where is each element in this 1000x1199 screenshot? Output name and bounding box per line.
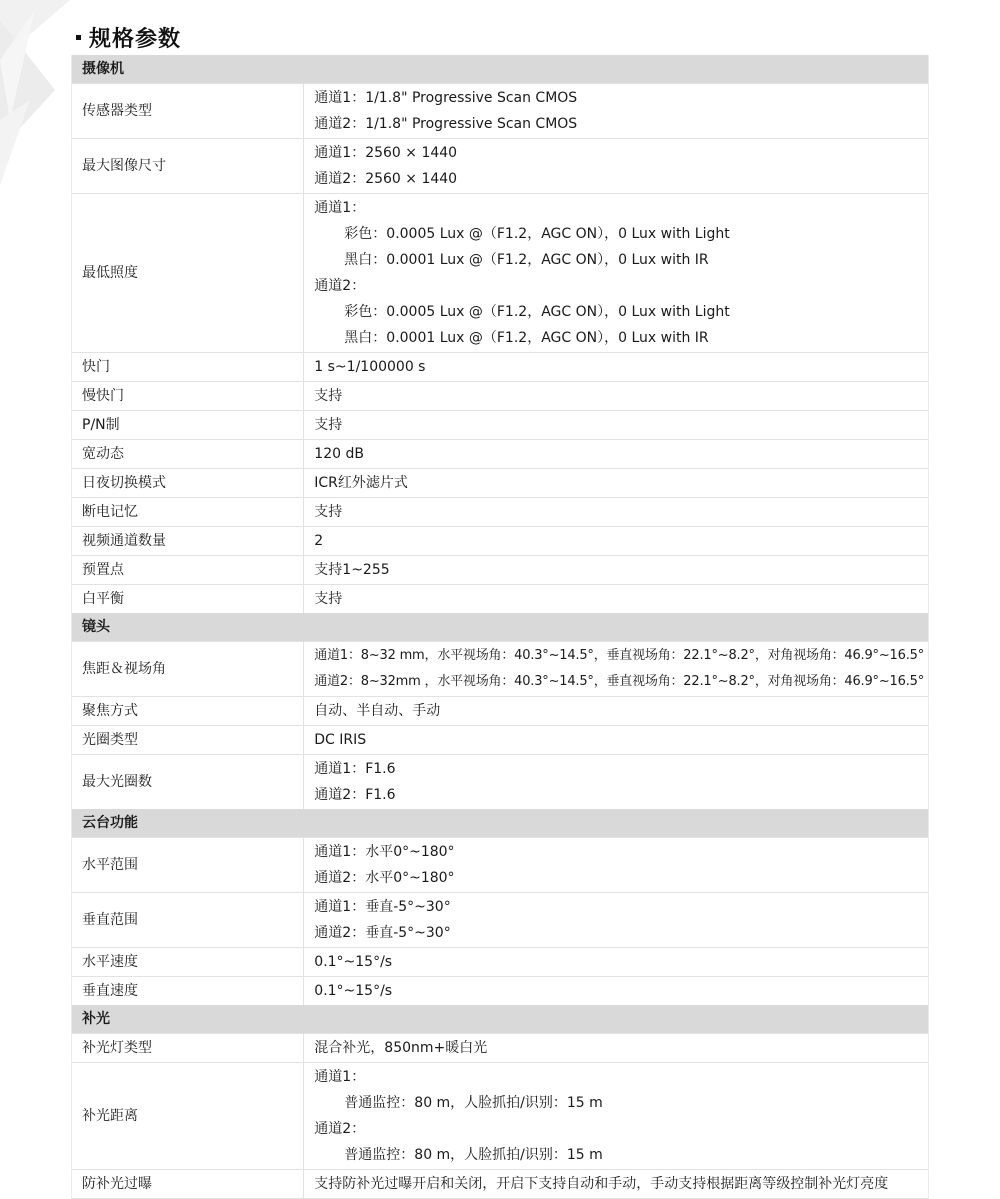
section-lens: 镜头 — [72, 613, 929, 642]
row-pan-range: 水平范围 通道1：水平0°~180° 通道2：水平0°~180° — [72, 838, 929, 893]
page-title-text: 规格参数 — [89, 27, 182, 52]
row-white-balance: 白平衡 支持 — [72, 585, 929, 614]
decorative-triangles — [0, 0, 80, 190]
row-max-aperture: 最大光圈数 通道1：F1.6 通道2：F1.6 — [72, 755, 929, 810]
section-supplement-light: 补光 — [72, 1005, 929, 1034]
row-wdr: 宽动态 120 dB — [72, 440, 929, 469]
row-tilt-speed: 垂直速度 0.1°~15°/s — [72, 977, 929, 1006]
row-channels: 视频通道数量 2 — [72, 527, 929, 556]
row-max-resolution: 最大图像尺寸 通道1：2560 × 1440 通道2：2560 × 1440 — [72, 139, 929, 194]
row-shutter: 快门 1 s~1/100000 s — [72, 353, 929, 382]
row-iris: 光圈类型 DC IRIS — [72, 726, 929, 755]
page-title — [76, 22, 181, 53]
row-pn: P/N制 支持 — [72, 411, 929, 440]
row-day-night: 日夜切换模式 ICR红外滤片式 — [72, 469, 929, 498]
section-camera: 摄像机 — [72, 55, 929, 84]
row-pan-speed: 水平速度 0.1°~15°/s — [72, 948, 929, 977]
row-anti-overexposure: 防补光过曝 支持防补光过曝开启和关闭，开启下支持自动和手动，手动支持根据距离等级控制补光灯亮度 — [72, 1170, 929, 1199]
spec-table — [71, 55, 929, 1199]
row-sensor: 传感器类型 通道1：1/1.8" Progressive Scan CMOS 通道2：1/1.8" Progressive Scan CMOS — [72, 84, 929, 139]
row-tilt-range: 垂直范围 通道1：垂直-5°~30° 通道2：垂直-5°~30° — [72, 893, 929, 948]
row-light-type: 补光灯类型 混合补光，850nm+暖白光 — [72, 1034, 929, 1063]
row-min-illumination: 最低照度 通道1： 彩色：0.0005 Lux @（F1.2，AGC ON），0 Lux with Light 黑白：0.0001 Lux @（F1.2，AGC ON），0 Lux with IR 通道2： 彩色：0.0005 Lux @（F1.2，AGC ON），0 Lux with Light 黑白：0.0001 Lux @（F1.2，AGC ON），0 Lux with IR — [72, 194, 929, 353]
row-power-off-memory: 断电记忆 支持 — [72, 498, 929, 527]
bullet-icon — [76, 35, 81, 40]
row-focus: 聚焦方式 自动、半自动、手动 — [72, 697, 929, 726]
row-presets: 预置点 支持1~255 — [72, 556, 929, 585]
row-light-distance: 补光距离 通道1： 普通监控：80 m，人脸抓拍/识别：15 m 通道2： 普通监控：80 m，人脸抓拍/识别：15 m — [72, 1063, 929, 1170]
row-focal-fov: 焦距＆视场角 通道1：8~32 mm，水平视场角：40.3°~14.5°，垂直视场角：22.1°~8.2°，对角视场角：46.9°~16.5° 通道2：8~32mm ，水平视场角：40.3°~14.5°，垂直视场角：22.1°~8.2°，对角视场角：46.9°~16.5° — [72, 642, 929, 697]
section-ptz: 云台功能 — [72, 809, 929, 838]
row-slow-shutter: 慢快门 支持 — [72, 382, 929, 411]
